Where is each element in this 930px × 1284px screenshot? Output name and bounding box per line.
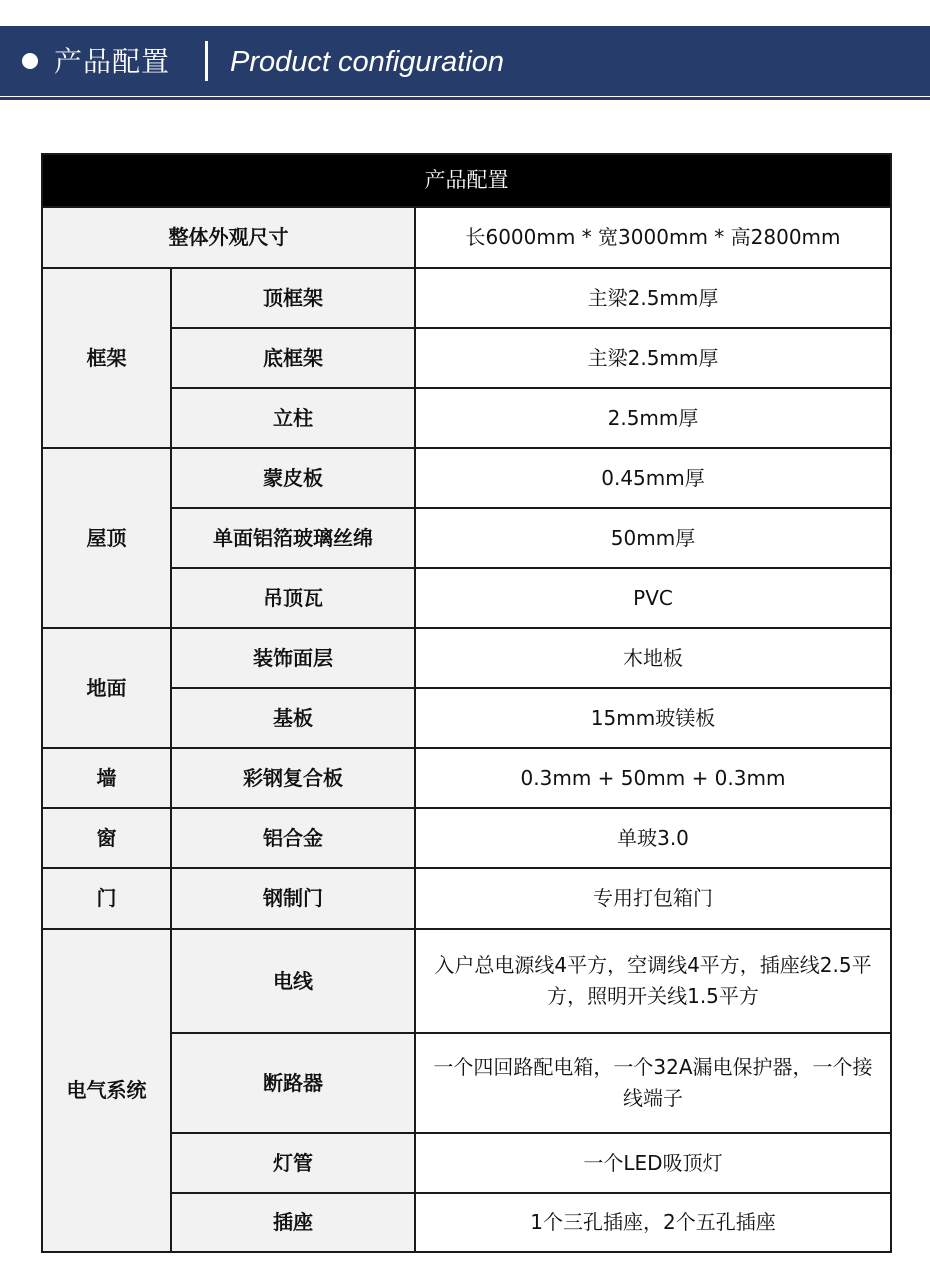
category-wall: 墙 — [42, 748, 171, 808]
table-row — [42, 808, 891, 868]
table-header-row — [42, 154, 891, 207]
table-row — [42, 207, 891, 268]
item-value: 1个三孔插座，2个五孔插座 — [415, 1193, 891, 1252]
bullet-dot-icon — [22, 53, 38, 69]
item-value: 主梁2.5mm厚 — [415, 268, 891, 328]
item-label: 装饰面层 — [171, 628, 415, 688]
item-value: 一个LED吸顶灯 — [415, 1133, 891, 1193]
table-row — [42, 868, 891, 929]
item-label: 电线 — [171, 929, 415, 1033]
banner-title-en: Product configuration — [230, 46, 505, 78]
table-row — [42, 268, 891, 328]
item-label: 灯管 — [171, 1133, 415, 1193]
category-door: 门 — [42, 868, 171, 929]
item-label: 吊顶瓦 — [171, 568, 415, 628]
category-window: 窗 — [42, 808, 171, 868]
category-frame: 框架 — [42, 268, 171, 448]
table-row — [42, 929, 891, 1033]
item-label: 彩钢复合板 — [171, 748, 415, 808]
item-value: 50mm厚 — [415, 508, 891, 568]
item-value: 专用打包箱门 — [415, 868, 891, 929]
item-value: 一个四回路配电箱，一个32A漏电保护器，一个接线端子 — [415, 1033, 891, 1133]
item-value: PVC — [415, 568, 891, 628]
item-label: 顶框架 — [171, 268, 415, 328]
item-value: 主梁2.5mm厚 — [415, 328, 891, 388]
item-value: 单玻3.0 — [415, 808, 891, 868]
item-label: 基板 — [171, 688, 415, 748]
table-row — [42, 748, 891, 808]
item-label: 立柱 — [171, 388, 415, 448]
item-label: 钢制门 — [171, 868, 415, 929]
category-floor: 地面 — [42, 628, 171, 748]
overall-size-label: 整体外观尺寸 — [42, 207, 415, 268]
item-value: 0.3mm + 50mm + 0.3mm — [415, 748, 891, 808]
item-label: 插座 — [171, 1193, 415, 1252]
banner-divider — [205, 41, 208, 81]
item-label: 底框架 — [171, 328, 415, 388]
item-value: 木地板 — [415, 628, 891, 688]
item-label: 单面铝箔玻璃丝绵 — [171, 508, 415, 568]
item-value: 0.45mm厚 — [415, 448, 891, 508]
category-roof: 屋顶 — [42, 448, 171, 628]
config-table — [41, 153, 892, 1253]
item-value: 2.5mm厚 — [415, 388, 891, 448]
item-label: 断路器 — [171, 1033, 415, 1133]
overall-size-value: 长6000mm * 宽3000mm * 高2800mm — [415, 207, 891, 268]
table-header: 产品配置 — [42, 154, 891, 207]
category-electrical: 电气系统 — [42, 929, 171, 1252]
banner-underline — [0, 97, 930, 100]
table-row — [42, 628, 891, 688]
item-label: 蒙皮板 — [171, 448, 415, 508]
item-value: 入户总电源线4平方，空调线4平方，插座线2.5平方，照明开关线1.5平方 — [415, 929, 891, 1033]
banner-title-cn: 产品配置 — [54, 45, 171, 78]
item-value: 15mm玻镁板 — [415, 688, 891, 748]
item-label: 铝合金 — [171, 808, 415, 868]
table-row — [42, 448, 891, 508]
